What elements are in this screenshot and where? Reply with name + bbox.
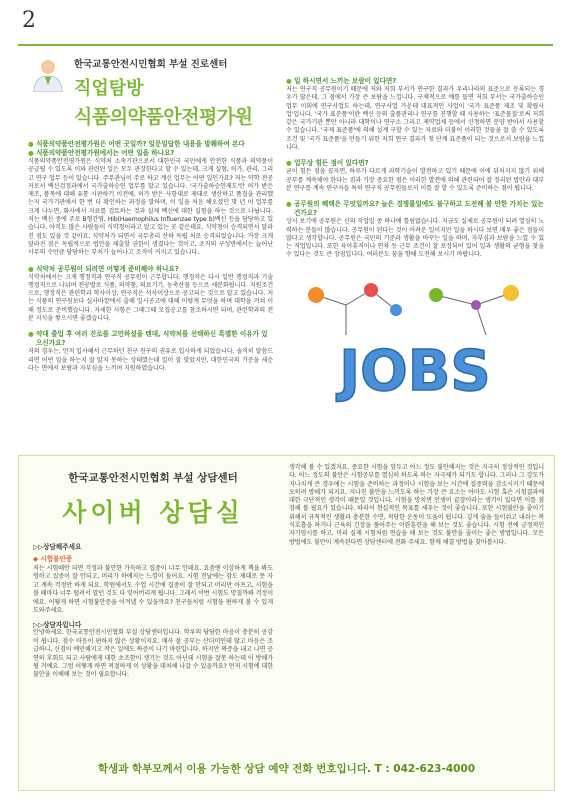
answer-text: 저의 경우는, 먼저 입사해서 근무하던 친구 친구의 권유로 입사하게 되었습니다. 솔직히 말씀드리면 어떤 일을 하는지 잘 알지 못하는 상태였는데 일이 잘 맞았지만, 대한민국의 기준을 세운다는 면에서 보람과 자부심을 느끼며 지원하였습니다. bbox=[28, 348, 273, 372]
right-column bbox=[286, 75, 544, 409]
left-section-3 bbox=[28, 330, 273, 373]
question: ● 식약처 공무원이 되려면 어떻게 준비해야 하나요? bbox=[28, 264, 179, 273]
answer-text: 식약처에서는 크게 행정직과 연구직 공무원이 근무합니다. 행정직은 다시 일반 행정직과 기술 행정직으로 나뉘며 전공별로 식품, 의약품, 의료기기, 농축산물 등으로 세분화됩니다. 지원조건으로, 행정직은 관련학과 학사이상, 연구직은 석사이상으로 공고되는 것으로 알고 있습니다. 저는 식품의 연구원보다 실사바깥에서 출해 일시공고에 대해 이렇게 무엇을 하며 대학을 거쳐 이해 정도로 준비했습니다. 자세한 사항은 그때그때 모집공고를 참조하시면 되며, 관련학과의 전문 지식을 쌓으시면 좋겠습니다. bbox=[28, 273, 273, 323]
answer-text: 상시 보기에 공무원은 신의 직업일 중 하나에 틀림없습니다. 지금도 실제로 공무원이 되려 열심히 노력하는 분들이 많습니다. 공무원이 된다는 것이 어려운 일이지만 일을 하시다 보면 매우 좋은 점들이 많다고 생각합니다. 공무원은 국민의 기준과 생활을 바꾸는 일을 하며, 자부심과 보람을 느낄 수 있는 직업입니다. 또한 육아휴직이나 연차 등 근무 조건이 잘 보장되어 있어 일과 생활의 균형을 찾을 수 있다는 것도 큰 장점입니다. 여러분도 꿈을 향해 도전해 보시기 바랍니다. bbox=[286, 218, 544, 259]
left-section-1 bbox=[28, 140, 273, 258]
answer-text: 안녕하세요. 한국교통안전시민협회 부설 상담센터입니다. 학우의 담담한 마음이 충분히 공감이 됩니다. 점수 마음이 편하지 않은 상황이지요. 매사 잘 공부는 산더미인데 많고 마음은 조급하니, 신경이 예민해지고 작은 일에도 짜증이 나기 마련입니다. 하지만 짜증을 내고 나면 공연히 후회도 되고 사람에게 대한 초조함이 생기는 것도 아닌데 시험을 잘못 하는데 이 방해가 될 거예요. 그럼 어떻게 하면 적절하게 이 상황을 대처해 나갈 수 있을까요? 먼저 시험에 대한 불안을 이해해 보는 것이 필요합니다. bbox=[33, 629, 273, 679]
hero-title: 직업탐방 bbox=[74, 78, 144, 99]
question: ● 식품의약품안전평가원은 어떤 곳일까? 일문일답한 내용을 발췌하여 본다 bbox=[28, 140, 245, 148]
doctor-icon bbox=[28, 58, 68, 92]
section-label: ▷▷상담자입니다 bbox=[33, 621, 82, 630]
right-section-1 bbox=[286, 77, 544, 152]
panel-left bbox=[33, 464, 273, 684]
section-label: ▷▷상담해주세요 bbox=[33, 543, 82, 551]
question: ● 업무상 힘든 점이 있다면? bbox=[286, 159, 369, 168]
contact-footer: 학생과 학부모께서 이용 가능한 상담 예약 전화 번호입니다. T : 042-623-4000 bbox=[97, 763, 476, 775]
right-section-3 bbox=[286, 200, 544, 259]
jobs-text: JOBS bbox=[339, 338, 491, 404]
left-column bbox=[28, 52, 273, 380]
hero-subtitle: 식품의약품안전평가원 bbox=[74, 106, 253, 128]
jobs-illustration bbox=[286, 275, 544, 405]
counseling-panel bbox=[18, 455, 555, 791]
question: ● 일 하시면서 느끼는 보람이 있다면? bbox=[286, 77, 397, 85]
answer-text-continued: 생각해 볼 수 있겠지요. 중요한 시험을 앞두고 어느 정도 불안해지는 것은 지극히 정상적인 것입니다. 어느 정도의 불안은 시험공부를 열심히 하도록 하는 자극제가 되기도 합니다. 그러나 그 강도가 지나치게 큰 경우에는 시험을 준비하는 과정이나 시험을 보는 시간에 집중력을 감소시키기 때문에 오히려 방해가 되지요. 지나친 불안을 느끼도록 하는 가장 큰 요소는 아마도 시험 혹은 시험결과에 대한 극단적인 생각이 때문일 것입니다. 시험을 망치면 인생이 끝장이라는 생각이 있다면 이를 점검해 볼 필요가 있습니다. 따라서 현실적인 목표를 세우는 것이 좋습니다. 또한 시험불안을 줄이기 위해서 규칙적인 생활과 충분한 수면, 적당한 운동이 도움이 됩니다. 깊게 숨을 들이쉬고 내쉬는 복식호흡을 하거나 근육의 긴장을 풀어주는 이완훈련을 해 보는 것도 좋습니다. 시험 전에 긍정적인 자기암시를 하고, 미리 실제 시험처럼 연습을 해 보는 것도 불안을 줄이는 좋은 방법입니다. 모든 방법에도 불안이 계속된다면 상담센터에 전화 주세요. 함께 해결 방법을 찾아봅시다. bbox=[289, 464, 544, 546]
topic-label: ◆ 시험불안증 bbox=[33, 555, 73, 563]
panel-right bbox=[289, 464, 544, 551]
right-section-2 bbox=[286, 159, 544, 193]
hero-org: 한국교통안전시민협회 부설 진로센터 bbox=[74, 59, 228, 70]
page-number: 2 bbox=[22, 8, 36, 33]
hero-header bbox=[28, 52, 273, 138]
question: ● 공무원의 혜택은 무엇일까요? 늘은 경쟁률일에도 불구하고 도전해 볼 만한 가치는 있는 건가요? bbox=[286, 200, 544, 218]
answer-text: 식품의약품안전평가원은 식약처 소속기관으로서 대한민국 국민에게 안전한 식품과 의약품이 공급될 수 있도록 이와 관련된 일은 모두 관장한다고 할 수 있는데, 크게 실험, 허가, 관리, 그리고 연구 업무 등이 있습니다. 주무관님이 주로 하고 계신 업무는 어떤 일인가요? 저는 약학 전공자로서 백신검정과에서 국가출하승인 업무를 맡고 있습니다. '국가출하승인제도'란 허가 받은 제조, 품목에 대해 유통 시판하기 이전에, 허가 받은 사항대로 제대로 생산하고 품질을 관리했는지 국가기관에서 한 번 더 확인하는 과정을 말하며, 이 일을 처음 해오셨던 몇 년 이 업무를 크게 나누면, 화사에서 자료를 검토하는 것과 실제 백신에 대한 실험을 하는 것으로 나뉩니다. 저는 백신 중에 주로 B형간염, Hib(Haemophilus Influenzae type b)백신 등을 담당하고 있습니다. 아직도 많은 사람들이 식약청이라고 알고 있는 곳 같은데요. 식약청이 승격되면서 달라진 점도 있을 것 같아요. 식약처가 되면서 국무총리 산하 독립 처로 승격되었습니다. 가장 크게 달라진 점은 독립적으로 법안을 제출할 권한이 생겼다는 것이고, 조직의 구성면에서는 늘어난 사무의 수만큼 담당하는 부처가 늘어나고 조직이 커지고 있습니다. bbox=[28, 158, 273, 257]
answer-text: 굳이 힘든 점을 꼽자면, 하루가 다르게 과학기술이 발전하고 있기 때문에 이에 뒤처지지 않기 위해 공부를 계속해야 한다는 점과 가장 중요한 점은 이러한 발전에 의해 관련되어 잘 정리된 법안과 대부분 연구를 계속 연구자들 특히 연구직 공무원들로서 이를 잘 할 수 있도록 준비하는 점이 됩니다. bbox=[286, 168, 544, 192]
panel-title: 사이버 상담실 bbox=[62, 498, 244, 527]
panel-org: 한국교통안전시민협회 부설 상담센터 bbox=[68, 472, 238, 484]
answer-text: 저는 연구직 공무원이기 때문에 저와 저희 부서가 연구한 결과가 우리나라의 표준으로 등록되는 경우가 많은데, 그 점에서 가장 큰 보람을 느낍니다. 구체적으로 예를 들면 저희 부서는 국가출하승인 업무 이외에 연구사업도 하는데, 연구사업 가운데 대표적인 사업이 '국가 표준품 제조 및 확립사업'입니다. '국가 표준품'이란 백신 등의 출품관리나 연구를 진행할 때 사용하는 '표준물질'로써 저희 같은 국가기관 뿐만 아니라 대학이나 연구소 그리고 제약업체 등에서 신청하면 분양 받아서 사용할 수 있습니다. '국제 표준품'에 의해 설계 구할 수 있는 자료와 더불어 이러한 것들을 잘 쓸 수 있도록 조건 및 '국가 표준품'을 만들기 위한 저희 연구 결과가 첫 단계 표준품이 되는 것으로서 보람을 느낍니다. bbox=[286, 86, 544, 152]
question-text: 저는 시험때만 되면 걱정과 불안한 가득하고 집중이 너무 안돼요. 요즘엔 이상하게 책을 봐도 멍하고 집중이 잘 안되고, 머리가 하얘지는 느낌이 들어요. 시험 전날에는 잠도 제대로 못 자고 계속 걱정만 하게 되요. 학원에서도 수업 시간에 집중이 잘 안되고 머리만 아프고, 시험을 볼 때마다 너무 떨려서 알던 것도 다 잊어버리게 됩니다. 그래서 이번 시험도 망칠까봐 걱정이에요. 어떻게 하면 시험불안증을 이겨낼 수 있을까요? 친구들처럼 시험을 편하게 볼 수 있게 도와주세요. bbox=[33, 565, 273, 615]
top-rule bbox=[18, 44, 553, 46]
left-section-2 bbox=[28, 265, 273, 324]
question: ● 약대 출업 후 여러 진로를 고민하셨을 텐데, 식약처를 선택하신 특별한 이유가 있으신가요? bbox=[28, 330, 268, 348]
question: ● 식품의약품안전평가원에서는 어떤 일을 하나요? bbox=[28, 149, 175, 157]
